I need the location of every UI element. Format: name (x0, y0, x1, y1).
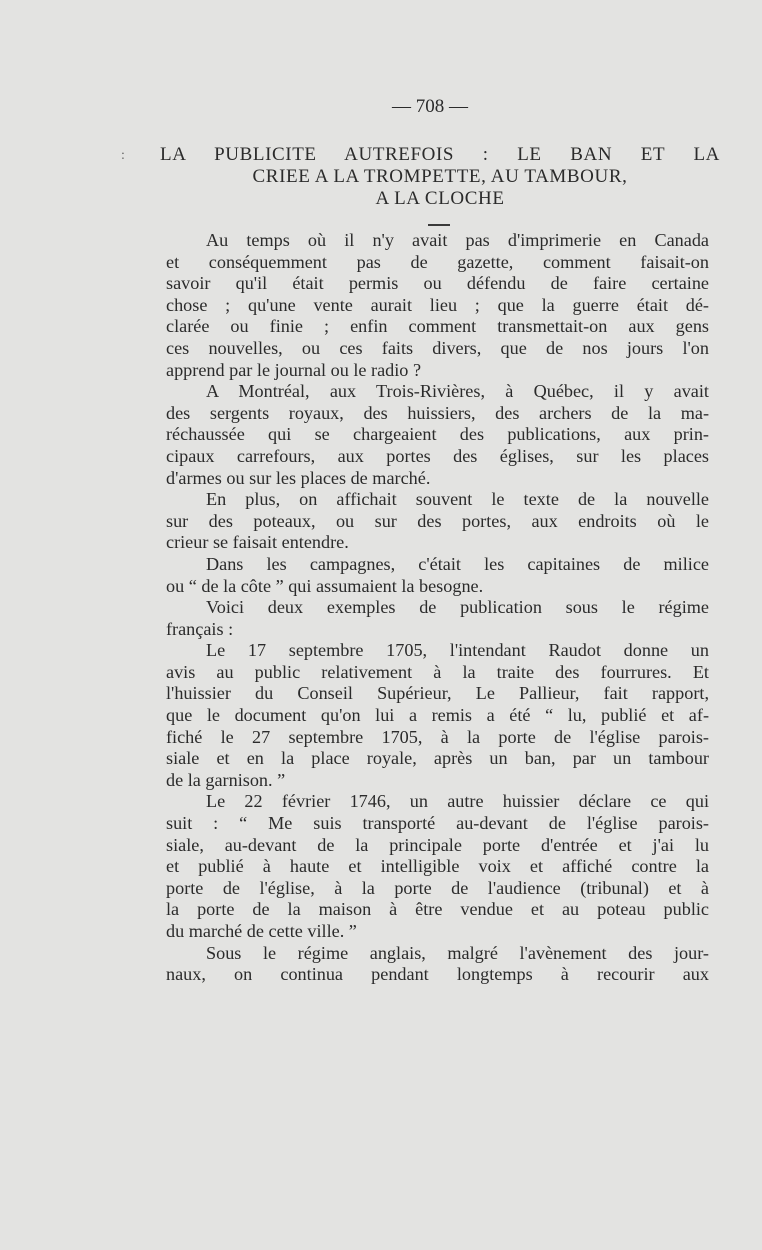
paragraph (166, 791, 709, 942)
text-line: Sous le régime anglais, malgré l'avènement des jour- (206, 942, 709, 963)
text-line: la porte de la maison à être vendue et au poteau public (166, 899, 709, 920)
text-line: Le 22 février 1746, un autre huissier déclare ce qui (206, 791, 709, 812)
title-line: LA PUBLICITE AUTREFOIS : LE BAN ET LA (160, 144, 720, 165)
text-line: que le document qu'on lui a remis a été “ lu, publié et af- (166, 705, 709, 726)
title-line: A LA CLOCHE (375, 188, 505, 209)
text-line: crieur se faisait entendre. (166, 532, 349, 553)
text-line: apprend par le journal ou le radio ? (166, 359, 422, 380)
text-line: suit : “ Me suis transporté au-devant de l'église parois- (166, 813, 709, 834)
paragraph (166, 489, 709, 554)
text-line: siale et en la place royale, après un ban, par un tambour (166, 748, 709, 769)
text-line: chose ; qu'une vente aurait lieu ; que la guerre était dé- (166, 294, 709, 315)
paragraph (166, 554, 709, 597)
text-line: français : (166, 618, 234, 639)
text-line: du marché de cette ville. ” (166, 921, 357, 941)
text-line: fiché le 27 septembre 1705, à la porte de l'église parois- (166, 726, 709, 747)
article-title (160, 144, 720, 210)
text-line: savoir qu'il était permis ou défendu de faire certaine (166, 273, 709, 294)
text-line: ces nouvelles, ou ces faits divers, que de nos jours l'on (166, 337, 709, 358)
text-line: avis au public relativement à la traite des fourrures. Et (166, 661, 709, 682)
text-line: réchaussée qui se chargeaient des publications, aux prin- (166, 424, 709, 445)
text-line: Au temps où il n'y avait pas d'imprimerie en Canada (206, 230, 709, 250)
text-line: Le 17 septembre 1705, l'intendant Raudot donne un (206, 640, 709, 661)
text-line: et conséquemment pas de gazette, comment faisait-on (166, 251, 709, 272)
margin-mark: : (121, 148, 125, 163)
text-line: des sergents royaux, des huissiers, des archers de la ma- (166, 402, 709, 423)
paragraph (166, 597, 709, 640)
text-line: d'armes ou sur les places de marché. (166, 467, 431, 488)
paragraph (166, 230, 709, 381)
text-line: siale, au-devant de la principale porte d'entrée et j'ai lu (166, 834, 709, 855)
article-body (166, 230, 709, 986)
paragraph (166, 381, 709, 489)
text-line: ou “ de la côte ” qui assumaient la besogne. (166, 575, 484, 596)
text-line: et publié à haute et intelligible voix et affiché contre la (166, 856, 709, 877)
text-line: sur des poteaux, ou sur des portes, aux endroits où le (166, 510, 709, 531)
text-line: de la garnison. ” (166, 769, 286, 790)
text-line: En plus, on affichait souvent le texte de la nouvelle (206, 489, 709, 510)
text-line: l'huissier du Conseil Supérieur, Le Pallieur, fait rapport, (166, 683, 709, 704)
text-line: cipaux carrefours, aux portes des églises, sur les places (166, 445, 709, 466)
text-line: A Montréal, aux Trois-Rivières, à Québec, il y avait (206, 381, 709, 402)
text-line: Voici deux exemples de publication sous le régime (206, 597, 709, 618)
title-line: CRIEE A LA TROMPETTE, AU TAMBOUR, (252, 166, 628, 187)
text-line: Dans les campagnes, c'était les capitaines de milice (206, 553, 709, 574)
page-number: — 708 — (392, 96, 468, 117)
paragraph (166, 640, 709, 791)
title-separator-rule (428, 224, 450, 226)
text-line: clarée ou finie ; enfin comment transmettait-on aux gens (166, 316, 709, 337)
text-line: porte de l'église, à la porte de l'audience (tribunal) et à (166, 877, 709, 898)
text-line: naux, on continua pendant longtemps à recourir aux (166, 964, 709, 985)
paragraph (166, 943, 709, 986)
